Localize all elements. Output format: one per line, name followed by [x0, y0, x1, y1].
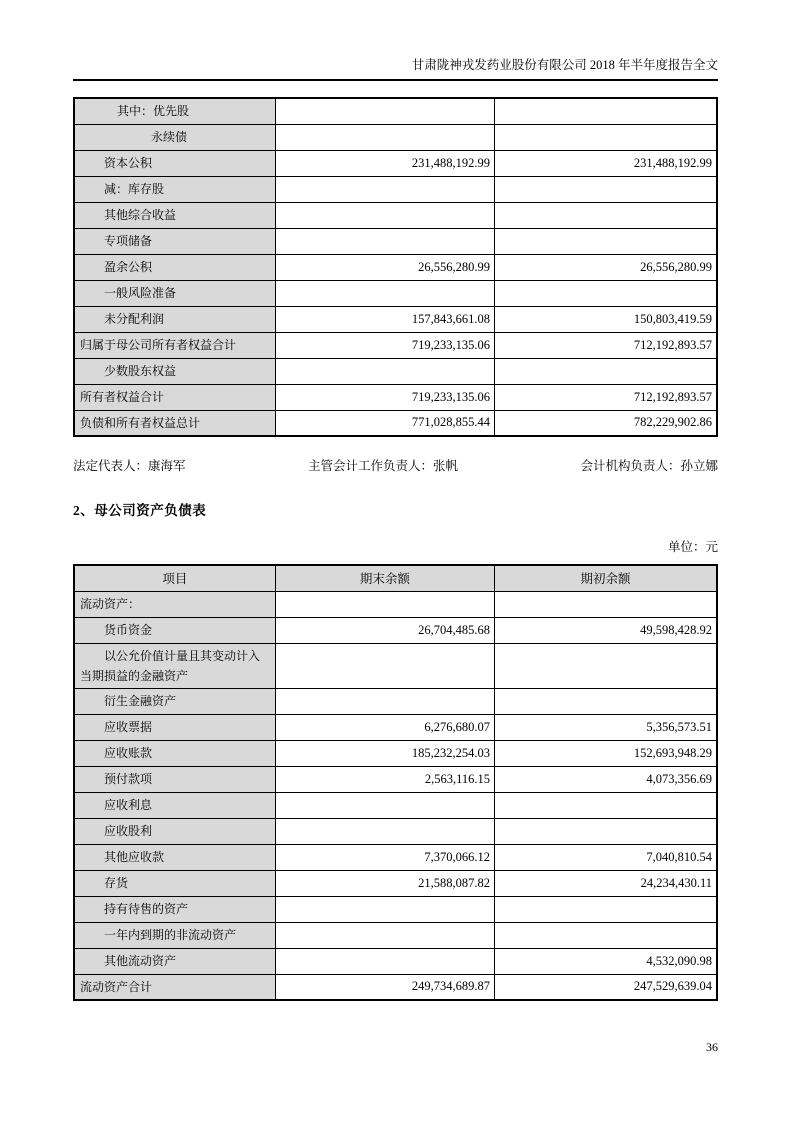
row-value-closing	[275, 792, 494, 818]
equity-section-table	[73, 97, 718, 437]
column-header-closing-balance: 期末余额	[275, 565, 494, 591]
table-row	[74, 176, 717, 202]
row-value-closing	[275, 896, 494, 922]
row-label: 所有者权益合计	[74, 384, 275, 410]
row-value-opening	[495, 896, 718, 922]
row-label: 资本公积	[74, 150, 275, 176]
row-value-opening	[495, 124, 718, 150]
row-value-closing: 21,588,087.82	[275, 870, 494, 896]
accounting-dept-head-text: 会计机构负责人：孙立娜	[580, 459, 718, 473]
table-row	[74, 410, 717, 436]
row-value-opening	[495, 202, 718, 228]
table-row	[74, 792, 717, 818]
chief-accountant-text: 主管会计工作负责人：张帆	[307, 459, 458, 473]
row-label: 一年内到期的非流动资产	[74, 922, 275, 948]
parent-company-balance-sheet-table	[73, 564, 718, 1001]
row-label: 其他综合收益	[74, 202, 275, 228]
table-row	[74, 591, 717, 617]
table-row	[74, 228, 717, 254]
table-row	[74, 202, 717, 228]
table-row	[74, 306, 717, 332]
row-label: 其他流动资产	[74, 948, 275, 974]
legal-representative-text: 法定代表人：康海军	[73, 459, 186, 473]
table-row	[74, 766, 717, 792]
row-value-closing	[275, 202, 494, 228]
row-value-opening: 26,556,280.99	[495, 254, 718, 280]
row-value-closing	[275, 98, 494, 124]
row-value-opening	[495, 688, 718, 714]
row-value-closing: 771,028,855.44	[275, 410, 494, 436]
equity-section-table-body	[74, 98, 717, 436]
row-value-closing: 7,370,066.12	[275, 844, 494, 870]
row-value-opening: 7,040,810.54	[495, 844, 718, 870]
table-row	[74, 358, 717, 384]
row-value-closing	[275, 948, 494, 974]
table-row	[74, 870, 717, 896]
balance-sheet-table-head	[74, 565, 717, 591]
table-row	[74, 254, 717, 280]
row-value-closing	[275, 643, 494, 688]
row-value-closing	[275, 280, 494, 306]
table-row	[74, 688, 717, 714]
row-value-opening	[495, 792, 718, 818]
page-number: 36	[706, 1040, 718, 1054]
row-value-closing: 719,233,135.06	[275, 384, 494, 410]
row-value-opening: 49,598,428.92	[495, 617, 718, 643]
table-row	[74, 714, 717, 740]
row-value-opening: 231,488,192.99	[495, 150, 718, 176]
table-row	[74, 896, 717, 922]
row-label: 减：库存股	[74, 176, 275, 202]
table-row	[74, 150, 717, 176]
table-row	[74, 948, 717, 974]
table-row	[74, 922, 717, 948]
row-value-closing	[275, 591, 494, 617]
row-value-closing: 185,232,254.03	[275, 740, 494, 766]
section-heading: 2、母公司资产负债表	[73, 503, 207, 518]
page-header	[73, 0, 718, 81]
row-value-closing: 26,704,485.68	[275, 617, 494, 643]
table-row	[74, 740, 717, 766]
row-value-closing: 719,233,135.06	[275, 332, 494, 358]
row-value-closing: 2,563,116.15	[275, 766, 494, 792]
row-label: 存货	[74, 870, 275, 896]
row-label: 未分配利润	[74, 306, 275, 332]
unit-note: 单位：元	[667, 540, 718, 554]
row-value-opening: 5,356,573.51	[495, 714, 718, 740]
row-value-closing	[275, 818, 494, 844]
row-value-opening	[495, 591, 718, 617]
row-value-opening: 24,234,430.11	[495, 870, 718, 896]
row-label: 其中：优先股	[74, 98, 275, 124]
table-row	[74, 280, 717, 306]
row-value-opening: 4,073,356.69	[495, 766, 718, 792]
row-label: 盈余公积	[74, 254, 275, 280]
row-value-opening	[495, 643, 718, 688]
row-value-opening	[495, 358, 718, 384]
row-value-opening: 152,693,948.29	[495, 740, 718, 766]
table-row	[74, 818, 717, 844]
row-label: 持有待售的资产	[74, 896, 275, 922]
row-label: 一般风险准备	[74, 280, 275, 306]
table-row	[74, 974, 717, 1000]
row-label: 应收票据	[74, 714, 275, 740]
row-label: 应收利息	[74, 792, 275, 818]
table-row	[74, 844, 717, 870]
column-header-opening-balance: 期初余额	[495, 565, 718, 591]
row-label: 负债和所有者权益总计	[74, 410, 275, 436]
page-header-title: 甘肃陇神戎发药业股份有限公司 2018 年半年度报告全文	[411, 58, 718, 72]
row-value-opening	[495, 922, 718, 948]
row-label: 应收账款	[74, 740, 275, 766]
row-label: 以公允价值计量且其变动计入当期损益的金融资产	[74, 643, 275, 688]
row-value-closing	[275, 688, 494, 714]
table-row	[74, 617, 717, 643]
row-value-opening	[495, 176, 718, 202]
row-value-closing: 249,734,689.87	[275, 974, 494, 1000]
row-value-closing: 231,488,192.99	[275, 150, 494, 176]
row-value-opening: 712,192,893.57	[495, 384, 718, 410]
table-row	[74, 384, 717, 410]
row-value-closing	[275, 358, 494, 384]
row-label: 流动资产合计	[74, 974, 275, 1000]
row-value-closing	[275, 124, 494, 150]
row-value-opening: 247,529,639.04	[495, 974, 718, 1000]
row-value-opening	[495, 280, 718, 306]
row-value-opening: 4,532,090.98	[495, 948, 718, 974]
row-label: 永续债	[74, 124, 275, 150]
row-label: 衍生金融资产	[74, 688, 275, 714]
row-value-opening	[495, 228, 718, 254]
row-value-opening: 712,192,893.57	[495, 332, 718, 358]
row-value-opening: 782,229,902.86	[495, 410, 718, 436]
row-value-closing: 157,843,661.08	[275, 306, 494, 332]
row-label: 流动资产：	[74, 591, 275, 617]
row-value-opening	[495, 98, 718, 124]
row-label: 货币资金	[74, 617, 275, 643]
row-value-closing	[275, 922, 494, 948]
signatories-line	[73, 458, 718, 474]
table-row	[74, 124, 717, 150]
row-label: 归属于母公司所有者权益合计	[74, 332, 275, 358]
table-row	[74, 98, 717, 124]
table-row	[74, 643, 717, 688]
row-label: 少数股东权益	[74, 358, 275, 384]
row-label: 专项储备	[74, 228, 275, 254]
table-row	[74, 332, 717, 358]
row-label: 应收股利	[74, 818, 275, 844]
row-value-opening: 150,803,419.59	[495, 306, 718, 332]
row-label: 预付款项	[74, 766, 275, 792]
table-header-row	[74, 565, 717, 591]
row-label: 其他应收款	[74, 844, 275, 870]
row-value-closing: 6,276,680.07	[275, 714, 494, 740]
row-value-closing	[275, 176, 494, 202]
row-value-closing: 26,556,280.99	[275, 254, 494, 280]
row-value-closing	[275, 228, 494, 254]
row-value-opening	[495, 818, 718, 844]
column-header-item: 项目	[74, 565, 275, 591]
balance-sheet-table-body	[74, 591, 717, 1000]
